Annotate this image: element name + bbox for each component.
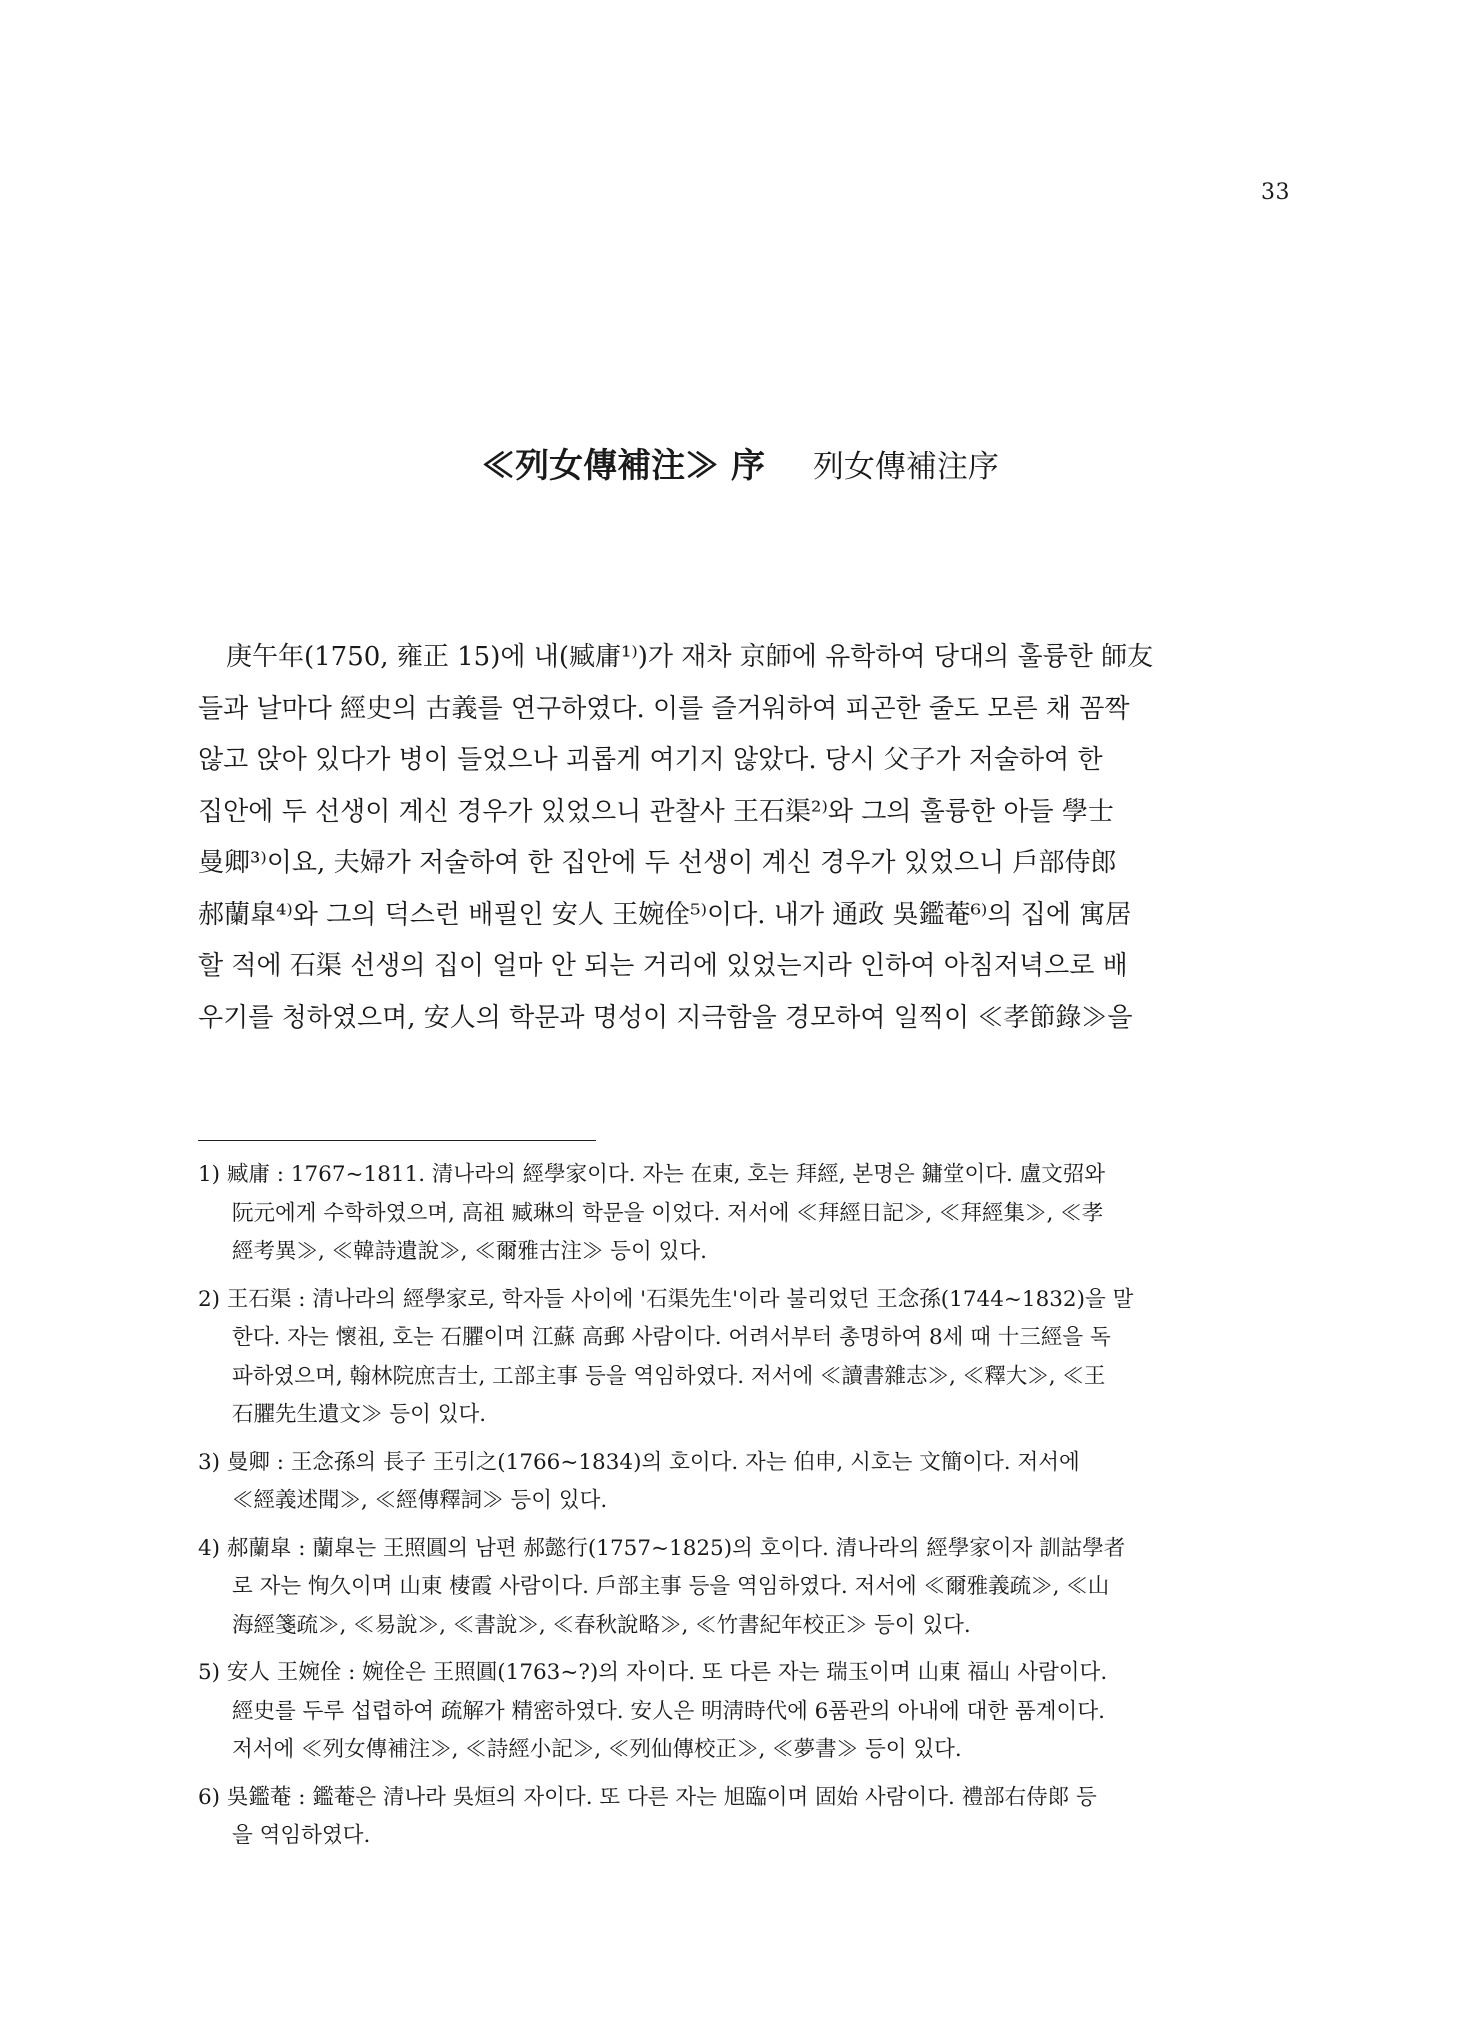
title-sub: 列女傳補注序: [812, 449, 999, 485]
footnote-line: 石臞先生遺文≫ 등이 있다.: [232, 1402, 487, 1427]
body-line: 曼卿³⁾이요, 夫婦가 저술하여 한 집안에 두 선생이 계신 경우가 있었으니 戶部侍郎: [198, 848, 1117, 878]
footnote-divider: [198, 1140, 596, 1141]
footnotes: [198, 1156, 1298, 1865]
page-title: [0, 438, 1480, 487]
body-line: 우기를 청하였으며, 安人의 학문과 명성이 지극함을 경모하여 일찍이 ≪孝節錄≫을: [198, 1002, 1133, 1033]
footnote-line: ≪經義述聞≫, ≪經傳釋詞≫ 등이 있다.: [232, 1488, 608, 1513]
title-main: ≪列女傳補注≫ 序: [481, 446, 765, 486]
footnote-line: 을 역임하였다.: [232, 1823, 371, 1848]
footnote-3: [198, 1444, 1298, 1521]
body-line: 않고 앉아 있다가 병이 들었으나 괴롭게 여기지 않았다. 당시 父子가 저술하여 한: [198, 745, 1103, 775]
footnote-line: 한다. 자는 懷祖, 호는 石臞이며 江蘇 高郵 사람이다. 어려서부터 총명하여 8세 때 十三經을 독: [232, 1325, 1111, 1350]
footnote-line: 阮元에게 수학하였으며, 高祖 臧琳의 학문을 이었다. 저서에 ≪拜經日記≫, ≪拜經集≫, ≪孝: [232, 1200, 1104, 1226]
footnote-2: [198, 1281, 1298, 1435]
footnote-line: 파하였으며, 翰林院庶吉士, 工部主事 등을 역임하였다. 저서에 ≪讀書雜志≫, ≪釋大≫, ≪王: [232, 1363, 1106, 1389]
body-line: 집안에 두 선생이 계신 경우가 있었으니 관찰사 王石渠²⁾와 그의 훌륭한 아들 學士: [198, 796, 1114, 827]
footnote-line: 經史를 두루 섭렵하여 疏解가 精密하였다. 安人은 明淸時代에 6품관의 아내에 대한 품계이다.: [232, 1698, 1105, 1724]
body-line: 할 적에 石渠 선생의 집이 얼마 안 되는 거리에 있었는지라 인하여 아침저녁으로 배: [198, 951, 1128, 981]
body-line: 들과 날마다 經史의 古義를 연구하였다. 이를 즐거워하여 피곤한 줄도 모른 채 꼼짝: [198, 693, 1130, 724]
body-line: 郝蘭皐⁴⁾와 그의 덕스런 배필인 安人 王婉佺⁵⁾이다. 내가 通政 吳鑑菴⁶⁾의 집에 寓居: [198, 899, 1132, 930]
footnote-line: 저서에 ≪列女傳補注≫, ≪詩經小記≫, ≪列仙傳校正≫, ≪夢書≫ 등이 있다.: [232, 1737, 962, 1762]
footnote-6: [198, 1779, 1298, 1856]
footnote-line: 海經箋疏≫, ≪易說≫, ≪書說≫, ≪春秋說略≫, ≪竹書紀年校正≫ 등이 있다.: [232, 1612, 971, 1638]
footnote-4: [198, 1530, 1298, 1646]
footnote-line: 5) 安人 王婉佺 : 婉佺은 王照圓(1763~?)의 자이다. 또 다른 자는 瑞玉이며 山東 福山 사람이다.: [198, 1660, 1108, 1685]
footnote-line: 1) 臧庸 : 1767~1811. 清나라의 經學家이다. 자는 在東, 호는 拜經, 본명은 鏞堂이다. 盧文弨와: [198, 1162, 1105, 1187]
footnote-line: 經考異≫, ≪韓詩遺說≫, ≪爾雅古注≫ 등이 있다.: [232, 1239, 707, 1264]
footnote-line: 4) 郝蘭皐 : 蘭皐는 王照圓의 남편 郝懿行(1757~1825)의 호이다. 清나라의 經學家이자 訓詁學者: [198, 1535, 1126, 1561]
body-line: 庚午年(1750, 雍正 15)에 내(臧庸¹⁾)가 재차 京師에 유학하여 당대의 훌륭한 師友: [226, 642, 1154, 672]
footnote-line: 2) 王石渠 : 清나라의 經學家로, 학자들 사이에 '石渠先生'이라 불리었던 王念孫(1744~1832)을 말: [198, 1286, 1134, 1312]
footnote-line: 6) 吳鑑菴 : 鑑菴은 清나라 吳烜의 자이다. 또 다른 자는 旭臨이며 固始 사람이다. 禮部右侍郞 등: [198, 1784, 1097, 1810]
page-number: 33: [1261, 180, 1290, 205]
footnote-5: [198, 1654, 1298, 1770]
footnote-line: 로 자는 恂久이며 山東 棲霞 사람이다. 戶部主事 등을 역임하였다. 저서에 ≪爾雅義疏≫, ≪山: [232, 1574, 1110, 1599]
footnote-1: [198, 1156, 1298, 1272]
footnote-line: 3) 曼卿 : 王念孫의 長子 王引之(1766~1834)의 호이다. 자는 伯申, 시호는 文簡이다. 저서에: [198, 1449, 1080, 1475]
body-text: [198, 632, 1295, 1044]
